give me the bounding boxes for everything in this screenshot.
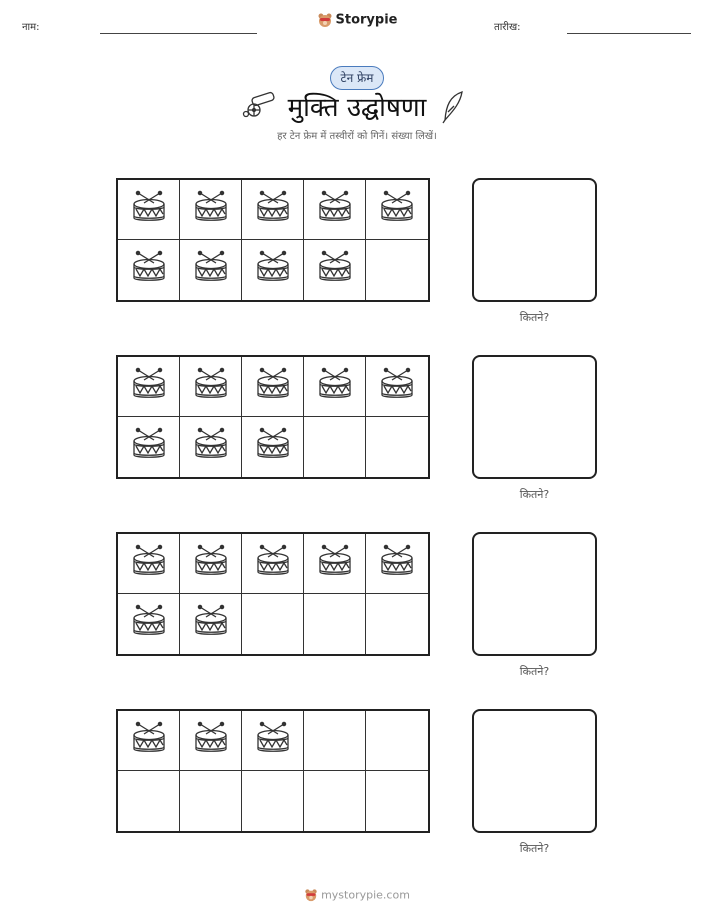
- frame-cell: [304, 417, 366, 477]
- frame-cell: [180, 771, 242, 831]
- frame-cell: [366, 240, 428, 300]
- frame-cell: [180, 711, 242, 771]
- frame-cell: [366, 180, 428, 240]
- brand-name: Storypie: [335, 12, 398, 28]
- frame-cell: [242, 771, 304, 831]
- drum-icon: [316, 249, 354, 291]
- frame-cell: [180, 357, 242, 417]
- quill-icon: [440, 90, 466, 124]
- frame-cell: [180, 180, 242, 240]
- drum-icon: [378, 189, 416, 231]
- frame-cell: [118, 711, 180, 771]
- frame-cell: [242, 594, 304, 654]
- answer-prompt-4: कितने?: [519, 842, 550, 855]
- date-label: तारीख:: [494, 22, 521, 33]
- frame-cell: [180, 240, 242, 300]
- ten-frame-3: [116, 532, 430, 656]
- drum-icon: [316, 189, 354, 231]
- answer-box-4[interactable]: [472, 709, 597, 833]
- frame-cell: [304, 240, 366, 300]
- drum-icon: [316, 543, 354, 585]
- date-line[interactable]: [567, 33, 691, 34]
- footer-url[interactable]: mystorypie.com: [321, 888, 410, 902]
- drum-icon: [130, 603, 168, 645]
- drum-icon: [192, 189, 230, 231]
- frame-cell: [366, 357, 428, 417]
- brand-logo: [0, 12, 714, 28]
- frame-cell: [304, 711, 366, 771]
- answer-prompt-3: कितने?: [519, 665, 550, 678]
- frame-cell: [304, 357, 366, 417]
- frame-cell: [118, 534, 180, 594]
- frame-cell: [304, 771, 366, 831]
- ten-frame-2: [116, 355, 430, 479]
- drum-icon: [254, 366, 292, 408]
- bear-logo-icon: [317, 12, 333, 28]
- drum-icon: [192, 366, 230, 408]
- frame-cell: [180, 417, 242, 477]
- answer-box-2[interactable]: [472, 355, 597, 479]
- frame-cell: [118, 357, 180, 417]
- drum-icon: [130, 189, 168, 231]
- page-title: मुक्ति उद्घोषणा: [287, 93, 427, 123]
- bear-logo-icon: [304, 888, 318, 902]
- frame-cell: [366, 771, 428, 831]
- name-label: नाम:: [22, 22, 40, 33]
- frame-cell: [242, 711, 304, 771]
- frame-cell: [304, 534, 366, 594]
- ten-frame-4: [116, 709, 430, 833]
- frame-cell: [304, 594, 366, 654]
- frame-cell: [366, 534, 428, 594]
- drum-icon: [192, 720, 230, 762]
- drum-icon: [130, 366, 168, 408]
- drum-icon: [192, 249, 230, 291]
- answer-box-3[interactable]: [472, 532, 597, 656]
- answer-prompt-2: कितने?: [519, 488, 550, 501]
- drum-icon: [254, 720, 292, 762]
- ten-frame-1: [116, 178, 430, 302]
- frame-cell: [242, 357, 304, 417]
- frame-cell: [242, 417, 304, 477]
- answer-box-1[interactable]: [472, 178, 597, 302]
- frame-cell: [118, 180, 180, 240]
- frame-cell: [242, 240, 304, 300]
- frame-cell: [242, 180, 304, 240]
- frame-cell: [118, 240, 180, 300]
- drum-icon: [254, 189, 292, 231]
- frame-cell: [180, 534, 242, 594]
- name-line[interactable]: [100, 33, 257, 34]
- drum-icon: [254, 426, 292, 468]
- frame-cell: [242, 534, 304, 594]
- frame-cell: [366, 594, 428, 654]
- frame-cell: [118, 417, 180, 477]
- drum-icon: [130, 543, 168, 585]
- frame-cell: [180, 594, 242, 654]
- topic-badge: टेन फ्रेम: [330, 66, 384, 90]
- drum-icon: [192, 543, 230, 585]
- frame-cell: [366, 417, 428, 477]
- drum-icon: [254, 543, 292, 585]
- instructions: हर टेन फ्रेम में तस्वीरों को गिनें। संख्या लिखें।: [277, 131, 437, 142]
- frame-cell: [118, 771, 180, 831]
- frame-cell: [304, 180, 366, 240]
- frame-cell: [366, 711, 428, 771]
- drum-icon: [192, 426, 230, 468]
- drum-icon: [192, 603, 230, 645]
- drum-icon: [130, 720, 168, 762]
- drum-icon: [378, 543, 416, 585]
- drum-icon: [378, 366, 416, 408]
- frame-cell: [118, 594, 180, 654]
- drum-icon: [130, 249, 168, 291]
- drum-icon: [316, 366, 354, 408]
- footer: [0, 888, 714, 902]
- drum-icon: [254, 249, 292, 291]
- drum-icon: [130, 426, 168, 468]
- answer-prompt-1: कितने?: [519, 311, 550, 324]
